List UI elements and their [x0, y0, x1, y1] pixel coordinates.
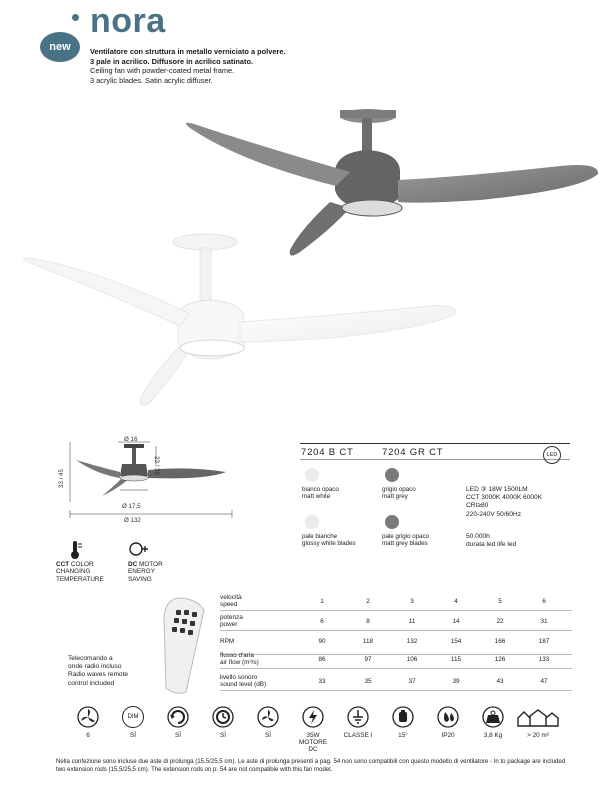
- table-cell: 22: [496, 618, 504, 625]
- table-cell: 106: [406, 656, 418, 663]
- weight-icon-graphic: [482, 706, 504, 728]
- dim-top-diameter: Ø 16: [124, 436, 138, 443]
- led-life: [466, 533, 516, 549]
- row-label-en: power: [220, 621, 238, 628]
- spec-cct: CCT 3000K 4000K 6000K: [466, 494, 543, 502]
- class-one-ground-icon: [347, 706, 369, 733]
- dc-plug-icon: [128, 540, 150, 560]
- table-cell: 166: [494, 638, 506, 645]
- code-grey: 7204 GR CT: [382, 447, 444, 458]
- remote-line2: onde radio incluso: [68, 663, 122, 671]
- life-label: durata led life led: [466, 541, 517, 549]
- row-label-en: speed: [220, 601, 238, 608]
- table-cell: 132: [406, 638, 418, 645]
- row-label-it: velocità: [220, 594, 242, 601]
- reverse-rotation-icon: [167, 706, 189, 733]
- remote-line1: Telecomando a: [68, 655, 113, 662]
- fan-speed-icon-graphic: [257, 706, 279, 728]
- dim-diffuser: Ø 17,5: [122, 503, 141, 510]
- blade-angle-icon-graphic: [392, 706, 414, 728]
- speed-table: [220, 592, 572, 692]
- table-row-label: [220, 638, 234, 645]
- table-row-label: [220, 652, 259, 666]
- desc-line-it-2: 3 pale in acrilico. Diffusore in acrilico satinato.: [90, 56, 254, 66]
- life-value: 50.000h: [466, 533, 490, 540]
- table-cell: 2: [366, 598, 370, 605]
- remote-line4: control included: [68, 679, 115, 687]
- row-label-it: RPM: [220, 638, 235, 645]
- blade-grey-it: pale grigio opaco: [382, 533, 430, 540]
- desc-line-en-2: 3 acrylic blades. Satin acrylic diffuser.: [90, 75, 213, 85]
- feature-item-label: 15°: [398, 732, 408, 739]
- table-cell: 6: [542, 598, 546, 605]
- brand-dot: [72, 14, 79, 21]
- table-cell: 35: [364, 678, 372, 685]
- cct-text: COLOR: [69, 561, 94, 568]
- table-row-divider: [220, 690, 572, 691]
- feature-item-label: IP20: [441, 732, 455, 739]
- class-one-ground-icon-graphic: [347, 706, 369, 728]
- blade-grey-label: [382, 533, 429, 548]
- white-fan-illustration: [23, 234, 455, 406]
- dimmable-icon: [122, 706, 144, 728]
- timer-icon: [212, 706, 234, 733]
- feature-item-label: 6: [86, 732, 90, 739]
- timer-icon-graphic: [212, 706, 234, 728]
- row-label-it: livello sonoro: [220, 674, 258, 681]
- feature-item-label: SÌ: [264, 732, 272, 739]
- ip-rating-icon: [437, 706, 459, 733]
- led-icon: LED: [543, 446, 561, 464]
- feature-item-label: CLASSE I: [343, 732, 373, 739]
- table-cell: 8: [366, 618, 370, 625]
- row-label-it: flusso d'aria: [220, 652, 254, 659]
- body-white-label: [302, 486, 339, 501]
- table-row-divider: [220, 668, 572, 669]
- row-label-en: air flow (m³/s): [220, 659, 259, 666]
- dc-line2: ENERGY: [128, 568, 155, 576]
- body-grey-label: [382, 486, 416, 501]
- table-cell: 97: [364, 656, 372, 663]
- table-cell: 43: [496, 678, 504, 685]
- dimension-drawing: [56, 436, 256, 528]
- table-cell: 3: [410, 598, 414, 605]
- cct-line3: TEMPERATURE: [56, 575, 104, 583]
- spec-top-rule: [300, 443, 570, 444]
- blade-white-en: glossy white blades: [302, 540, 356, 548]
- table-row-divider: [220, 610, 572, 611]
- led-specs: [466, 486, 542, 519]
- table-cell: 47: [540, 678, 548, 685]
- fan-speed-icon: [257, 706, 279, 733]
- table-cell: 90: [318, 638, 326, 645]
- product-title: nora: [90, 2, 166, 40]
- dc-text: MOTOR: [137, 561, 163, 568]
- table-cell: 6: [320, 618, 324, 625]
- table-cell: 86: [318, 656, 326, 663]
- feature-item-label: > 20 m²: [527, 732, 549, 739]
- dc-line3: SAVING: [128, 575, 152, 583]
- row-label-en: sound level (dB): [220, 681, 267, 688]
- dc-bold: DC: [128, 561, 138, 568]
- remote-line3: Radio waves remote: [68, 671, 129, 679]
- swatch-grey-body: [385, 468, 399, 482]
- blade-white-label: [302, 533, 356, 548]
- reverse-rotation-icon-graphic: [167, 706, 189, 728]
- table-cell: 133: [538, 656, 550, 663]
- dim-rod: 23 / 38: [153, 456, 160, 475]
- remote-control-image: [156, 596, 212, 696]
- feature-item-label: SÌ: [129, 732, 137, 739]
- body-white-it: bianco opaco: [302, 486, 339, 493]
- desc-line-en-1: Ceiling fan with powder-coated metal frame.: [90, 66, 235, 75]
- product-photo: [0, 90, 612, 420]
- spec-sub-rule: [300, 459, 570, 460]
- fan-blade-icon-graphic: [77, 706, 99, 728]
- table-cell: 37: [408, 678, 416, 685]
- spec-voltage: 220-240V 50/60Hz: [466, 510, 521, 518]
- cct-thermometer-icon: [66, 540, 84, 560]
- dimmable-icon-graphic: DIM: [122, 706, 144, 728]
- blade-grey-en: matt grey blades: [382, 540, 428, 548]
- dim-height: 33 / 45: [58, 469, 65, 488]
- table-cell: 14: [452, 618, 460, 625]
- room-size-icon: [516, 706, 560, 733]
- body-white-en: matt white: [302, 493, 331, 501]
- table-row-label: [220, 674, 266, 688]
- new-badge: new: [40, 32, 80, 62]
- swatch-white-body: [305, 468, 319, 482]
- cct-line2: CHANGING: [56, 568, 91, 576]
- cct-bold: CCT: [56, 561, 70, 568]
- motor-power-icon-graphic: [302, 706, 324, 728]
- blade-angle-icon: [392, 706, 414, 733]
- weight-icon: [482, 706, 504, 733]
- cct-feature-text: [56, 561, 104, 583]
- body-grey-it: grigio opaco: [382, 486, 416, 493]
- table-row-divider: [220, 630, 572, 631]
- product-description: [90, 47, 286, 85]
- table-cell: 1: [320, 598, 324, 605]
- feature-icon-strip: [66, 706, 576, 754]
- spec-cri: CRI≥80: [466, 502, 489, 510]
- feature-item-label: 35W MOTORE DC: [299, 732, 327, 753]
- row-label-it: potenza: [220, 614, 243, 621]
- desc-line-it-1: Ventilatore con struttura in metallo verniciato a polvere.: [90, 47, 286, 56]
- dim-blade-span: Ø 132: [124, 517, 141, 524]
- table-cell: 39: [452, 678, 460, 685]
- spec-led: LED ③ 18W 1500LM: [466, 486, 528, 493]
- motor-power-icon: [302, 706, 324, 733]
- feature-item-label: SÌ: [174, 732, 182, 739]
- swatch-grey-blades: [385, 515, 399, 529]
- ip-rating-icon-graphic: [437, 706, 459, 728]
- table-cell: 4: [454, 598, 458, 605]
- table-cell: 5: [498, 598, 502, 605]
- table-row-label: [220, 594, 242, 608]
- table-cell: 154: [450, 638, 462, 645]
- table-cell: 187: [538, 638, 550, 645]
- room-size-icon-graphic: [516, 706, 560, 728]
- body-grey-en: matt grey: [382, 493, 408, 501]
- feature-item-label: 3,8 Kg: [483, 732, 503, 739]
- blade-white-it: pale bianche: [302, 533, 338, 540]
- table-cell: 31: [540, 618, 548, 625]
- table-row-divider: [220, 654, 572, 655]
- swatch-white-blades: [305, 515, 319, 529]
- footer-note: Nella confezione sono incluse due aste di prolunga (15,5/25,5 cm). Le aste di prolunga presenti a pag. 54 non sono compatibili con questo modello di ventilatore - In to package are included two extension rods (15,5/25,5 cm). The extension rods on p. 54 are not compatible with this fan model.: [56, 758, 566, 774]
- feature-item-label: SÌ: [219, 732, 227, 739]
- grey-fan-illustration: [186, 109, 598, 256]
- remote-text: [68, 655, 128, 688]
- dc-feature-text: [128, 561, 163, 583]
- table-cell: 11: [408, 618, 416, 625]
- table-cell: 126: [494, 656, 506, 663]
- code-white: 7204 B CT: [301, 447, 354, 458]
- table-cell: 118: [362, 638, 374, 645]
- table-cell: 115: [450, 656, 462, 663]
- fan-blade-icon: [77, 706, 99, 733]
- table-row-label: [220, 614, 243, 628]
- table-cell: 33: [318, 678, 326, 685]
